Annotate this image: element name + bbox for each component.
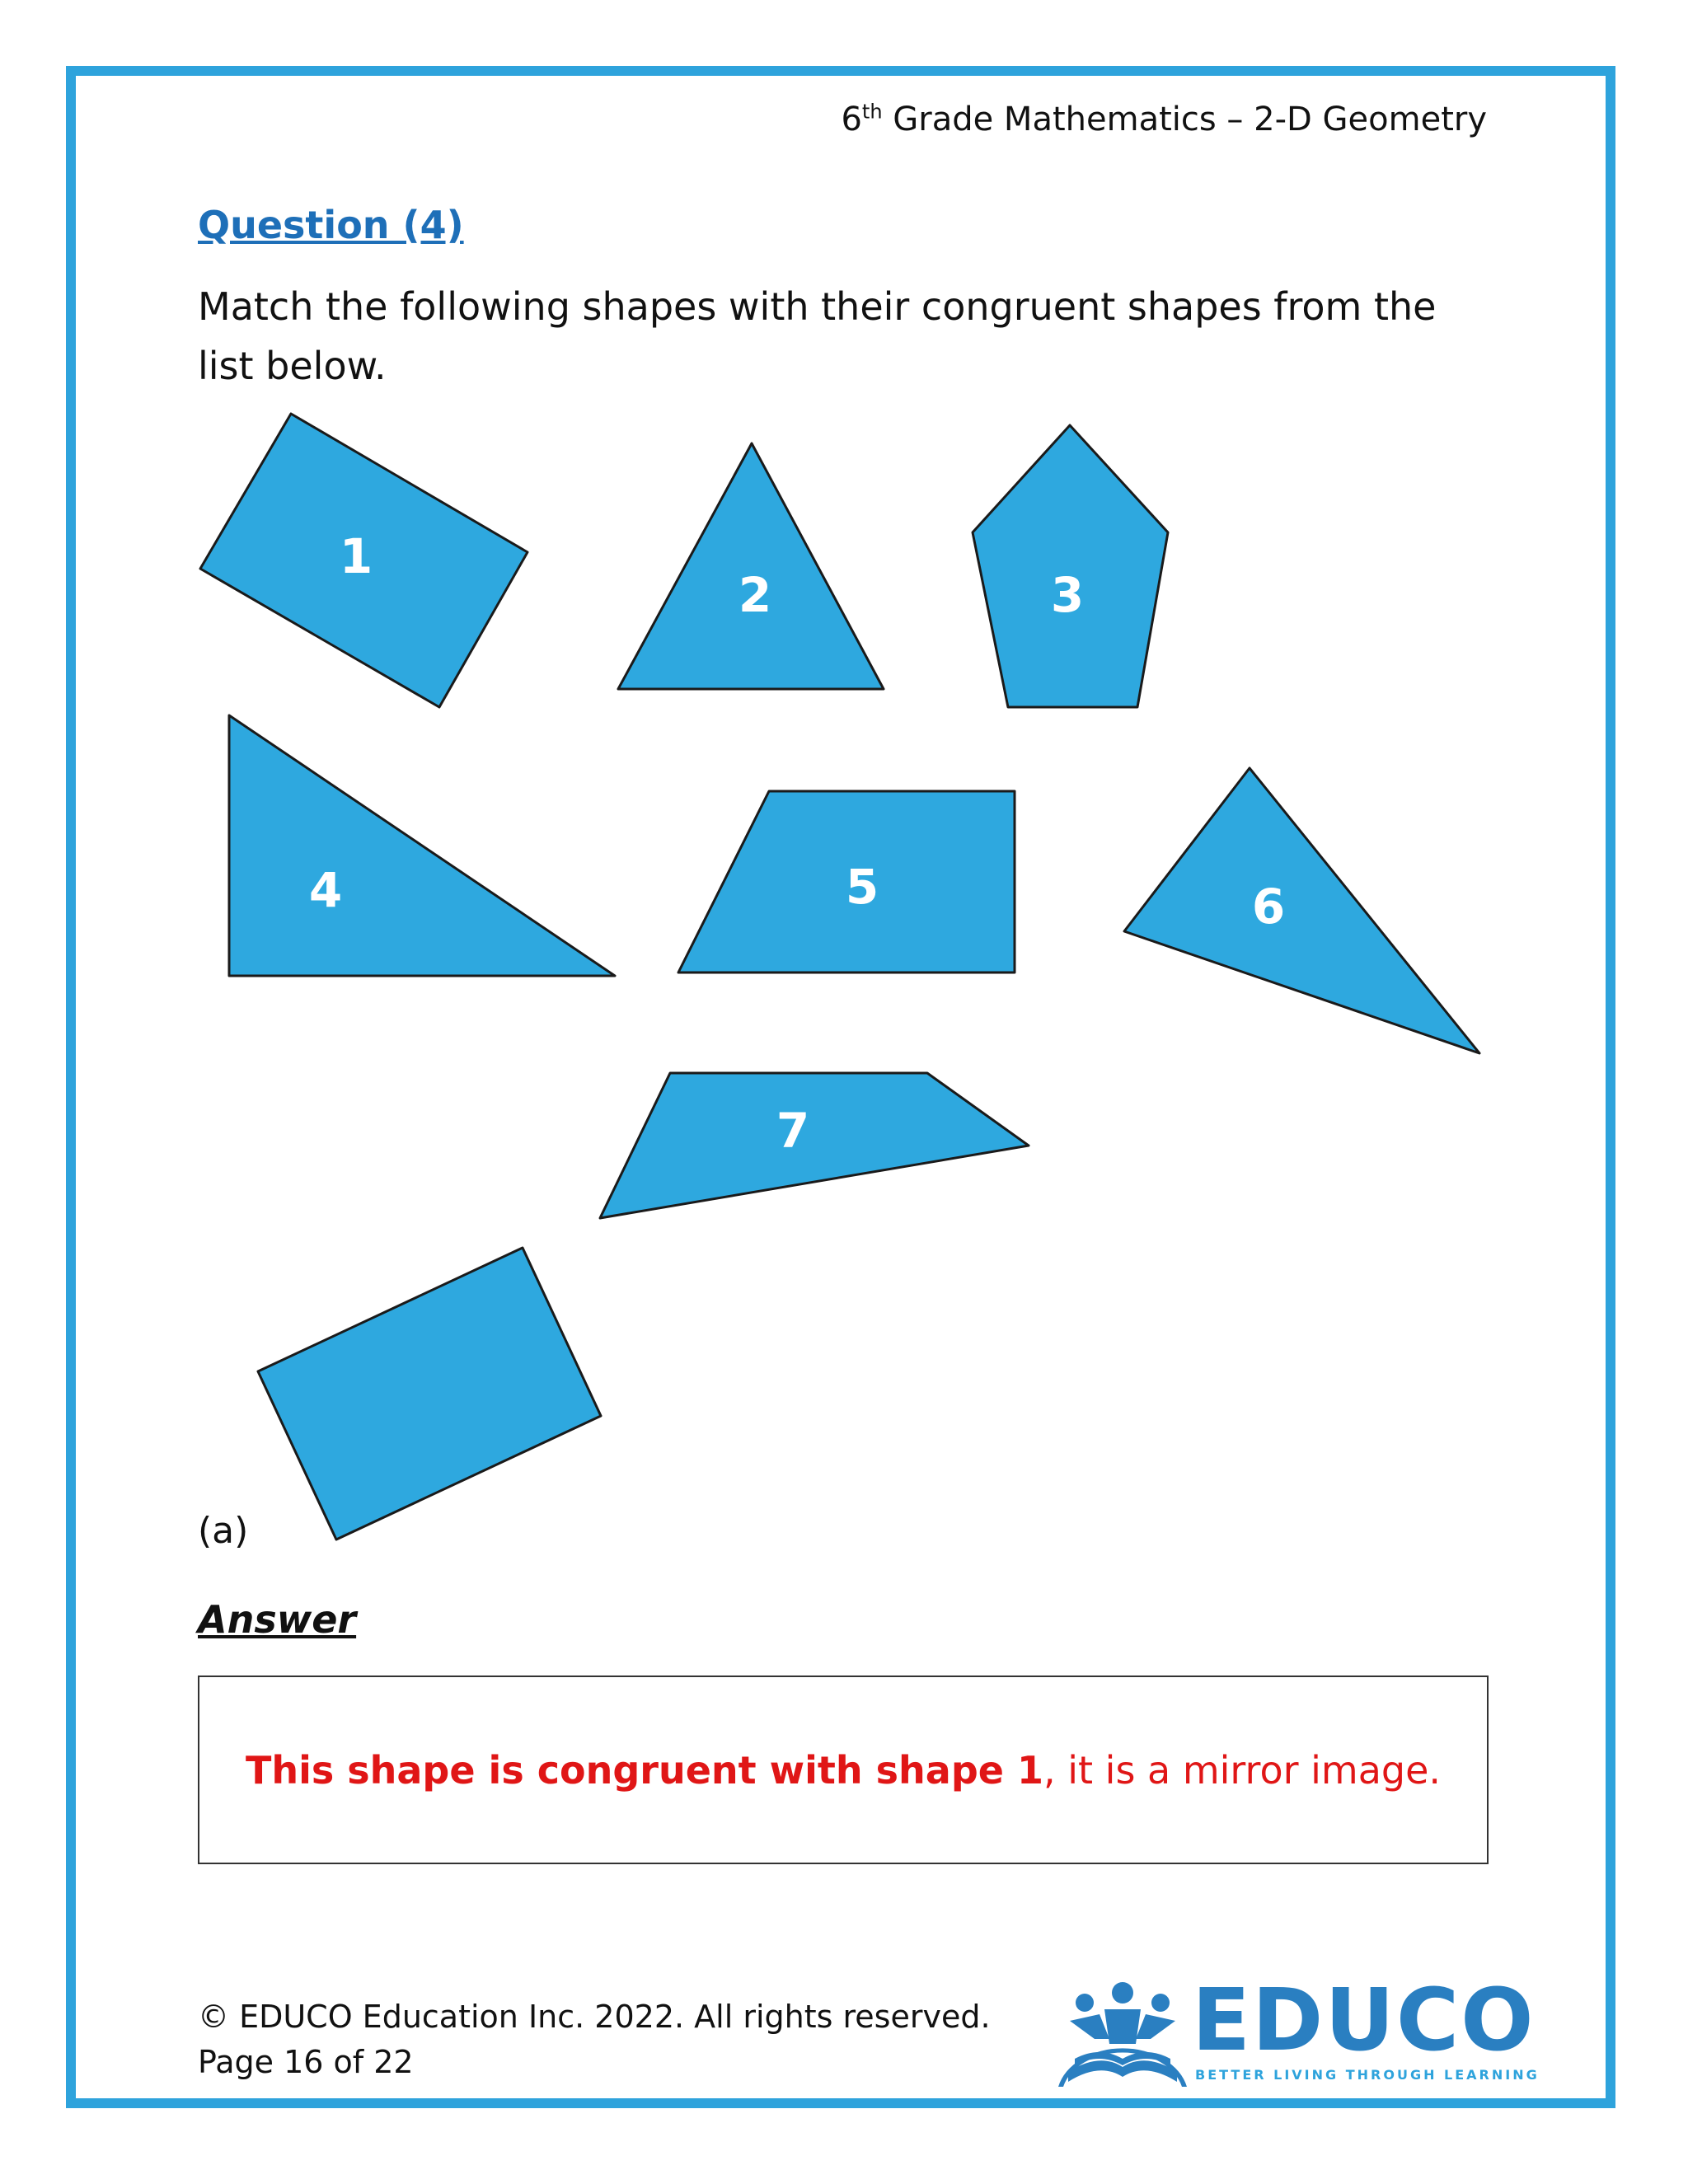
shape-3-label: 3 xyxy=(1050,567,1085,623)
grade-number: 6 xyxy=(841,101,862,138)
shape-3-pentagon xyxy=(973,425,1168,707)
grade-suffix: th xyxy=(861,100,883,124)
shape-5-label: 5 xyxy=(845,859,879,915)
shape-a-rectangle xyxy=(258,1248,601,1540)
question-prompt: Match the following shapes with their congruent shapes from the list below. xyxy=(198,284,1437,388)
part-a-label: (a) xyxy=(198,1510,249,1552)
answer-text xyxy=(246,1748,1441,1793)
logo-tagline: BETTER LIVING THROUGH LEARNING xyxy=(1195,2067,1540,2083)
answer-main: This shape is congruent with shape 1 xyxy=(245,1747,1043,1793)
shape-7-label: 7 xyxy=(776,1103,810,1159)
answer-heading: Answer xyxy=(198,1597,357,1642)
shape-6-label: 6 xyxy=(1251,879,1286,935)
educo-logo xyxy=(1052,1970,1540,2090)
shape-4-right-triangle xyxy=(229,715,615,976)
shape-1-label: 1 xyxy=(339,528,373,584)
copyright-text: © EDUCO Education Inc. 2022. All rights reserved. xyxy=(198,1999,991,2035)
shape-7-quadrilateral xyxy=(600,1073,1029,1218)
logo-emblem-icon xyxy=(1052,1980,1192,2090)
shape-6-triangle xyxy=(1124,768,1479,1053)
answer-box xyxy=(198,1675,1489,1864)
page-number: Page 16 of 22 xyxy=(198,2044,414,2080)
header-title: Grade Mathematics – 2-D Geometry xyxy=(893,101,1487,138)
shape-2-label: 2 xyxy=(738,567,772,623)
answer-detail: , it is a mirror image. xyxy=(1043,1747,1442,1793)
logo-wordmark: EDUCO xyxy=(1192,1970,1536,2070)
shape-4-label: 4 xyxy=(308,862,343,918)
shape-2-triangle xyxy=(618,443,884,689)
question-title: Question (4) xyxy=(198,203,464,247)
